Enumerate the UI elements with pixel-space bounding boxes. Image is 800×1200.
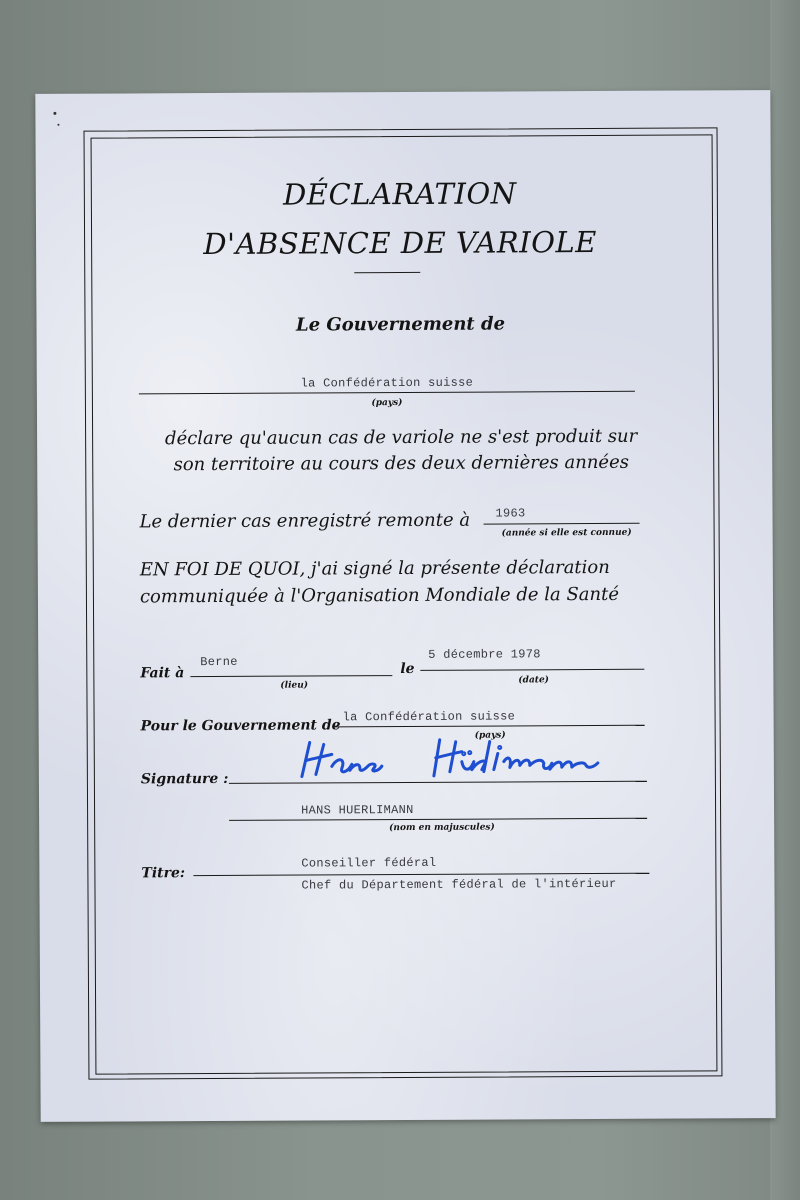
place-value: Berne xyxy=(200,654,238,670)
title-value-line1: Conseiller fédéral xyxy=(301,855,437,871)
date-hint: (date) xyxy=(518,675,549,686)
document-title-line1: DÉCLARATION xyxy=(283,176,517,212)
title-label: Titre: xyxy=(141,865,186,882)
faith-line2: communiquée à l'Organisation Mondiale de la Santé xyxy=(139,583,620,608)
name-hint: (nom en majuscules) xyxy=(389,822,495,834)
date-label: le xyxy=(400,660,415,678)
declaration-line1: déclare qu'aucun cas de variole ne s'est produit sur xyxy=(164,425,638,450)
last-case-value: 1963 xyxy=(495,506,526,521)
done-at-label: Fait à xyxy=(140,665,185,682)
country-hint: (pays) xyxy=(371,398,403,409)
handwritten-signature xyxy=(294,735,654,787)
for-government-value: la Confédération suisse xyxy=(342,709,516,725)
name-value: HANS HUERLIMANN xyxy=(301,802,414,818)
government-label: Le Gouvernement de xyxy=(295,313,506,336)
title-value-line2: Chef du Département fédéral de l'intérieur xyxy=(301,876,617,893)
declaration-line2: son territoire au cours des deux dernières années xyxy=(173,451,630,476)
declaration-paper xyxy=(35,90,775,1122)
country-value: la Confédération suisse xyxy=(300,375,474,391)
for-government-label: Pour le Gouvernement de xyxy=(140,717,341,735)
punch-mark xyxy=(57,124,59,126)
last-case-hint: (année si elle est connue) xyxy=(501,527,632,539)
place-hint: (lieu) xyxy=(280,680,309,691)
document-title-line2: D'ABSENCE DE VARIOLE xyxy=(203,224,597,262)
for-government-hint: (pays) xyxy=(474,730,506,741)
punch-mark xyxy=(53,112,56,115)
faith-line1: EN FOI DE QUOI, j'ai signé la présente déclaration xyxy=(139,556,610,581)
date-value: 5 décembre 1978 xyxy=(428,647,541,662)
last-case-label: Le dernier cas enregistré remonte à xyxy=(139,509,471,533)
signature-label: Signature : xyxy=(140,770,229,788)
